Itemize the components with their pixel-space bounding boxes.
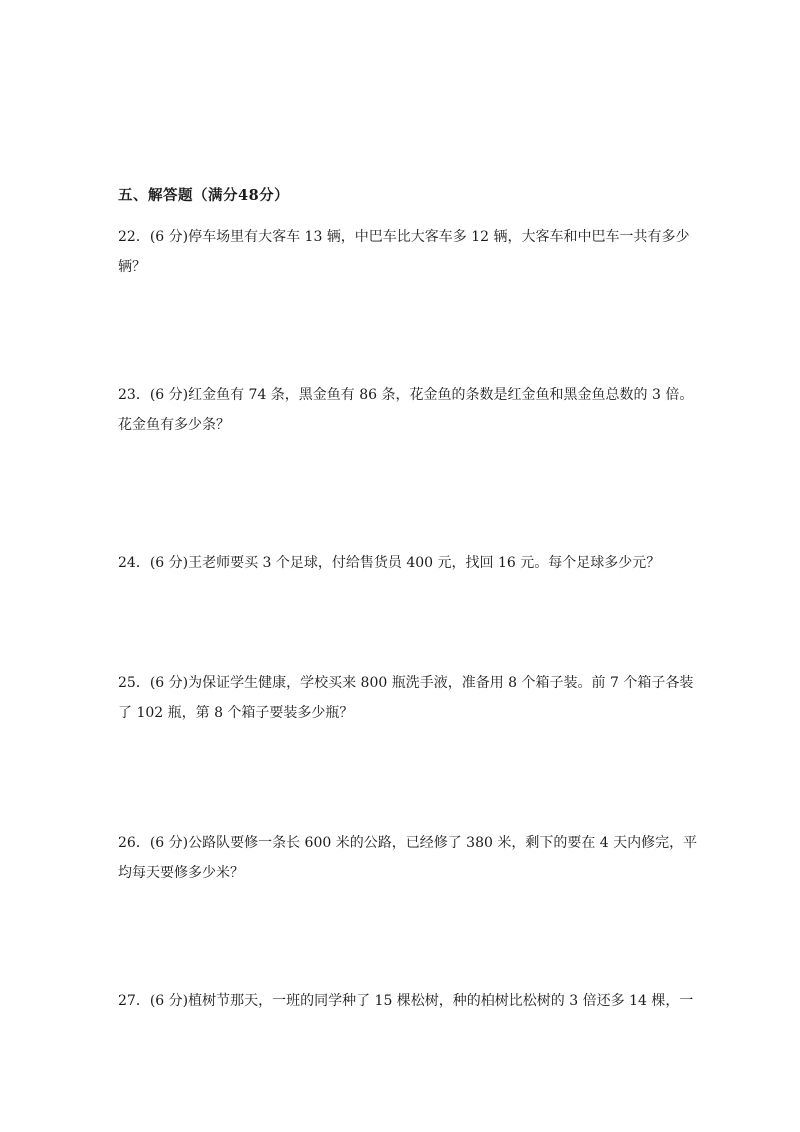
- question-24: [118, 548, 698, 578]
- question-23: [118, 380, 698, 440]
- question-line: 23．(6 分)红金鱼有 74 条，黑金鱼有 86 条，花金鱼的条数是红金鱼和黑金鱼总数的 3 倍。: [118, 387, 694, 403]
- question-27: [118, 986, 698, 1016]
- question-25: [118, 668, 698, 728]
- section-title: 五、解答题（满分48分）: [118, 187, 290, 204]
- question-line: 24．(6 分)王老师要买 3 个足球，付给售货员 400 元，找回 16 元。每个足球多少元？: [118, 555, 661, 571]
- question-line: 均每天要修多少米？: [118, 865, 244, 881]
- question-line: 27．(6 分)植树节那天，一班的同学种了 15 棵松树，种的柏树比松树的 3 倍还多 14 棵，一: [118, 993, 694, 1009]
- question-26: [118, 828, 698, 888]
- question-line: 了 102 瓶，第 8 个箱子要装多少瓶？: [118, 705, 354, 721]
- question-22: [118, 222, 698, 282]
- question-line: 25．(6 分)为保证学生健康，学校买来 800 瓶洗手液，准备用 8 个箱子装。前 7 个箱子各装: [118, 675, 694, 691]
- question-line: 22．(6 分)停车场里有大客车 13 辆，中巴车比大客车多 12 辆，大客车和中巴车一共有多少: [118, 229, 690, 245]
- question-line: 花金鱼有多少条？: [118, 417, 230, 433]
- question-line: 辆？: [118, 259, 146, 275]
- question-line: 26．(6 分)公路队要修一条长 600 米的公路，已经修了 380 米，剩下的要在 4 天内修完，平: [118, 835, 698, 851]
